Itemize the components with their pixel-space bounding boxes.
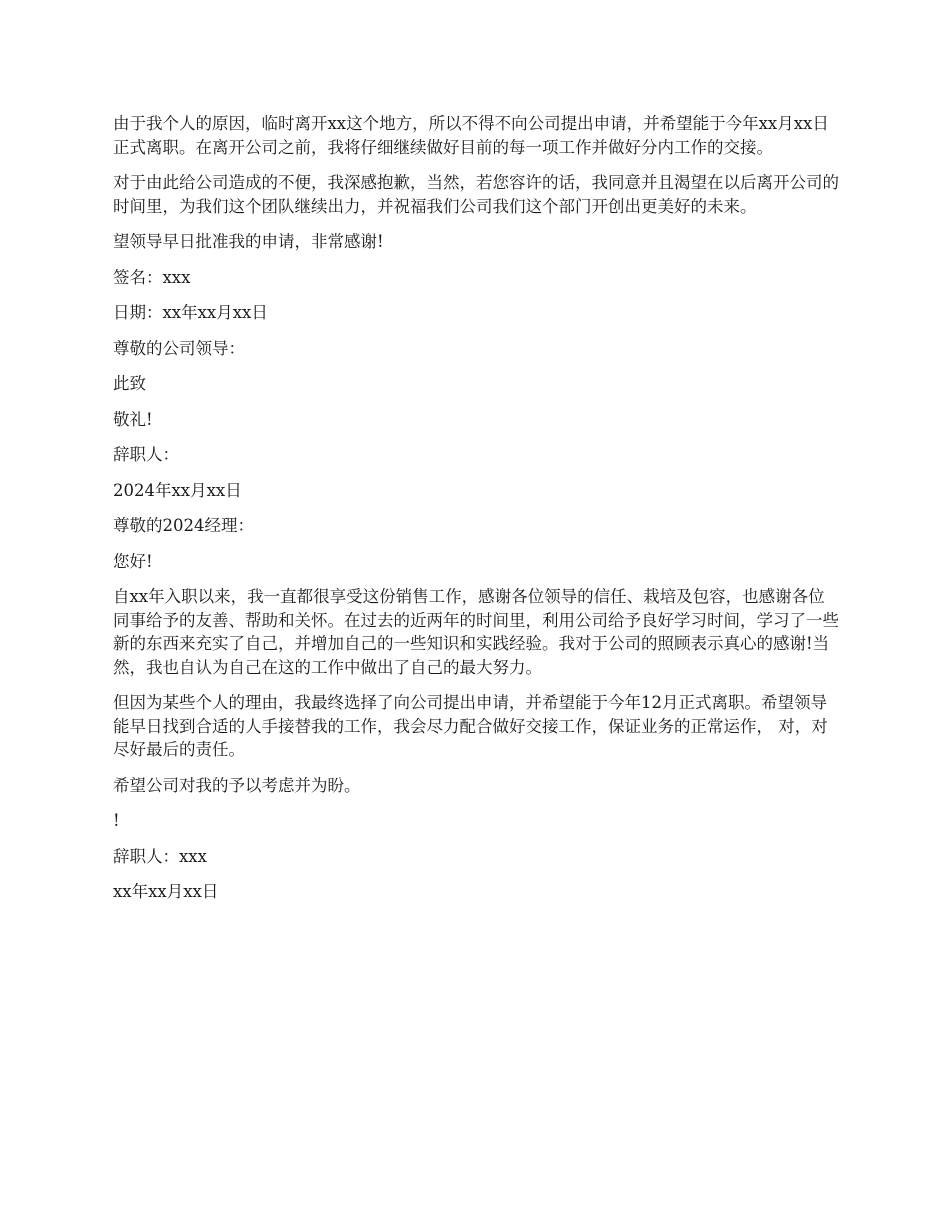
paragraph-resignation-reason: 但因为某些个人的理由，我最终选择了向公司提出申请，并希望能于今年12月正式离职。希望领导能早日找到合适的人手接替我的工作，我会尽力配合做好交接工作，保证业务的正常运作， 对，对尽好最后的责任。 [113, 693, 828, 759]
paragraph-intro-reason: 由于我个人的原因，临时离开xx这个地方，所以不得不向公司提出申请，并希望能于今年xx月xx日正式离职。在离开公司之前，我将仔细继续做好目前的每一项工作并做好分内工作的交接。 [113, 114, 829, 157]
paragraph-request-approval: 望领导早日批准我的申请，非常感谢! [113, 232, 384, 251]
date-line-2: 2024年xx月xx日 [113, 480, 242, 500]
paragraph-consideration: 希望公司对我的予以考虑并为盼。 [113, 775, 361, 795]
salutation-line: 尊敬的公司领导： [113, 338, 245, 358]
salutation-manager: 尊敬的2024经理： [113, 516, 254, 535]
final-date-line: xx年xx月xx日 [113, 882, 219, 901]
exclamation-line: ! [113, 811, 120, 830]
resigner-signature: 辞职人：xxx [113, 846, 207, 866]
date-line: 日期：xx年xx月xx日 [113, 303, 268, 322]
document-body [113, 112, 840, 916]
closing-line-1: 此致 [113, 374, 146, 393]
resigner-line: 辞职人： [113, 445, 179, 464]
closing-line-2: 敬礼! [113, 409, 153, 429]
paragraph-gratitude: 自xx年入职以来，我一直都很享受这份销售工作，感谢各位领导的信任、栽培及包容，也感谢各位同事给予的友善、帮助和关怀。在过去的近两年的时间里，利用公司给予良好学习时间，学习了一些新的东西来充实了自己，并增加自己的一些知识和实践经验。我对于公司的照顾表示真心的感谢!当然，我也自认为自己在这的工作中做出了自己的最大努力。 [113, 587, 839, 677]
greeting-line: 您好! [113, 551, 153, 571]
signature-line: 签名：xxx [113, 267, 191, 287]
paragraph-apology: 对于由此给公司造成的不便，我深感抱歉，当然，若您容许的话，我同意并且渴望在以后离开公司的时间里，为我们这个团队继续出力，并祝福我们公司我们这个部门开创出更美好的未来。 [113, 173, 839, 216]
